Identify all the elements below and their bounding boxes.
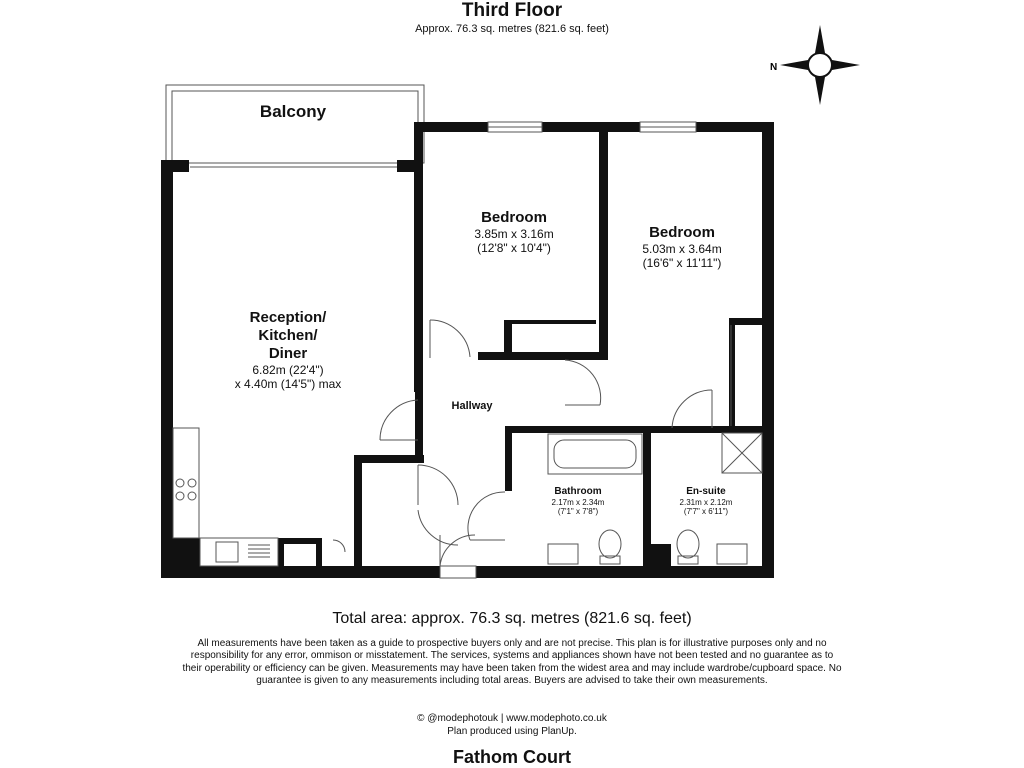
ensuite-dim-imperial: (7'7" x 6'11") (683, 507, 729, 516)
bathroom-dim-imperial: (7'1" x 7'8") (557, 507, 599, 516)
walls (161, 122, 774, 578)
bathroom-label: Bathroom (554, 486, 602, 497)
reception-dim-1: 6.82m (22'4") (252, 363, 324, 377)
reception-dim-2: x 4.40m (14'5") max (234, 377, 342, 391)
ensuite-label: En-suite (686, 486, 726, 497)
balcony-outline (166, 85, 424, 167)
building-name: Fathom Court (453, 747, 571, 767)
photographer-credit: © @modephotouk | www.modephoto.co.uk (417, 713, 607, 724)
compass-north-label: N (770, 62, 778, 73)
bathroom-dim-metric: 2.17m x 2.34m (551, 498, 605, 507)
balcony-label: Balcony (259, 102, 327, 121)
plan-produced-note: Plan produced using PlanUp. (447, 726, 577, 737)
bedroom1-dim-imperial: (12'8" x 10'4") (477, 241, 551, 255)
hallway-label: Hallway (451, 400, 493, 412)
reception-label-2: Kitchen/ (258, 327, 318, 344)
bedroom1-label: Bedroom (481, 209, 547, 226)
floor-title: Third Floor (461, 0, 563, 21)
disclaimer-text: All measurements have been taken as a guide to prospective buyers only and are not precise. This plan is for illustrative purposes only and no responsibility for any error, ommison or misstatement. The services, systems and appliances shown have not been tested and no guarantee as to their operability or efficiency can be given. Measurements may have been taken from the widest area and may include wardrobe/cupboard space. No guarantee is given to any measurements including total areas. Buyers are advised to take their own measurements. (182, 638, 842, 686)
floor-area-subtitle: Approx. 76.3 sq. metres (821.6 sq. feet) (415, 23, 609, 35)
bedroom2-label: Bedroom (649, 224, 715, 241)
bedroom1-dim-metric: 3.85m x 3.16m (474, 227, 554, 241)
ensuite-dim-metric: 2.31m x 2.12m (679, 498, 733, 507)
bedroom2-dim-imperial: (16'6" x 11'11") (642, 256, 722, 270)
reception-label-3: Diner (268, 345, 308, 362)
total-area: Total area: approx. 76.3 sq. metres (821.6 sq. feet) (332, 610, 692, 627)
reception-label-1: Reception/ (249, 309, 327, 326)
compass-icon (770, 25, 860, 105)
bedroom2-dim-metric: 5.03m x 3.64m (642, 242, 722, 256)
